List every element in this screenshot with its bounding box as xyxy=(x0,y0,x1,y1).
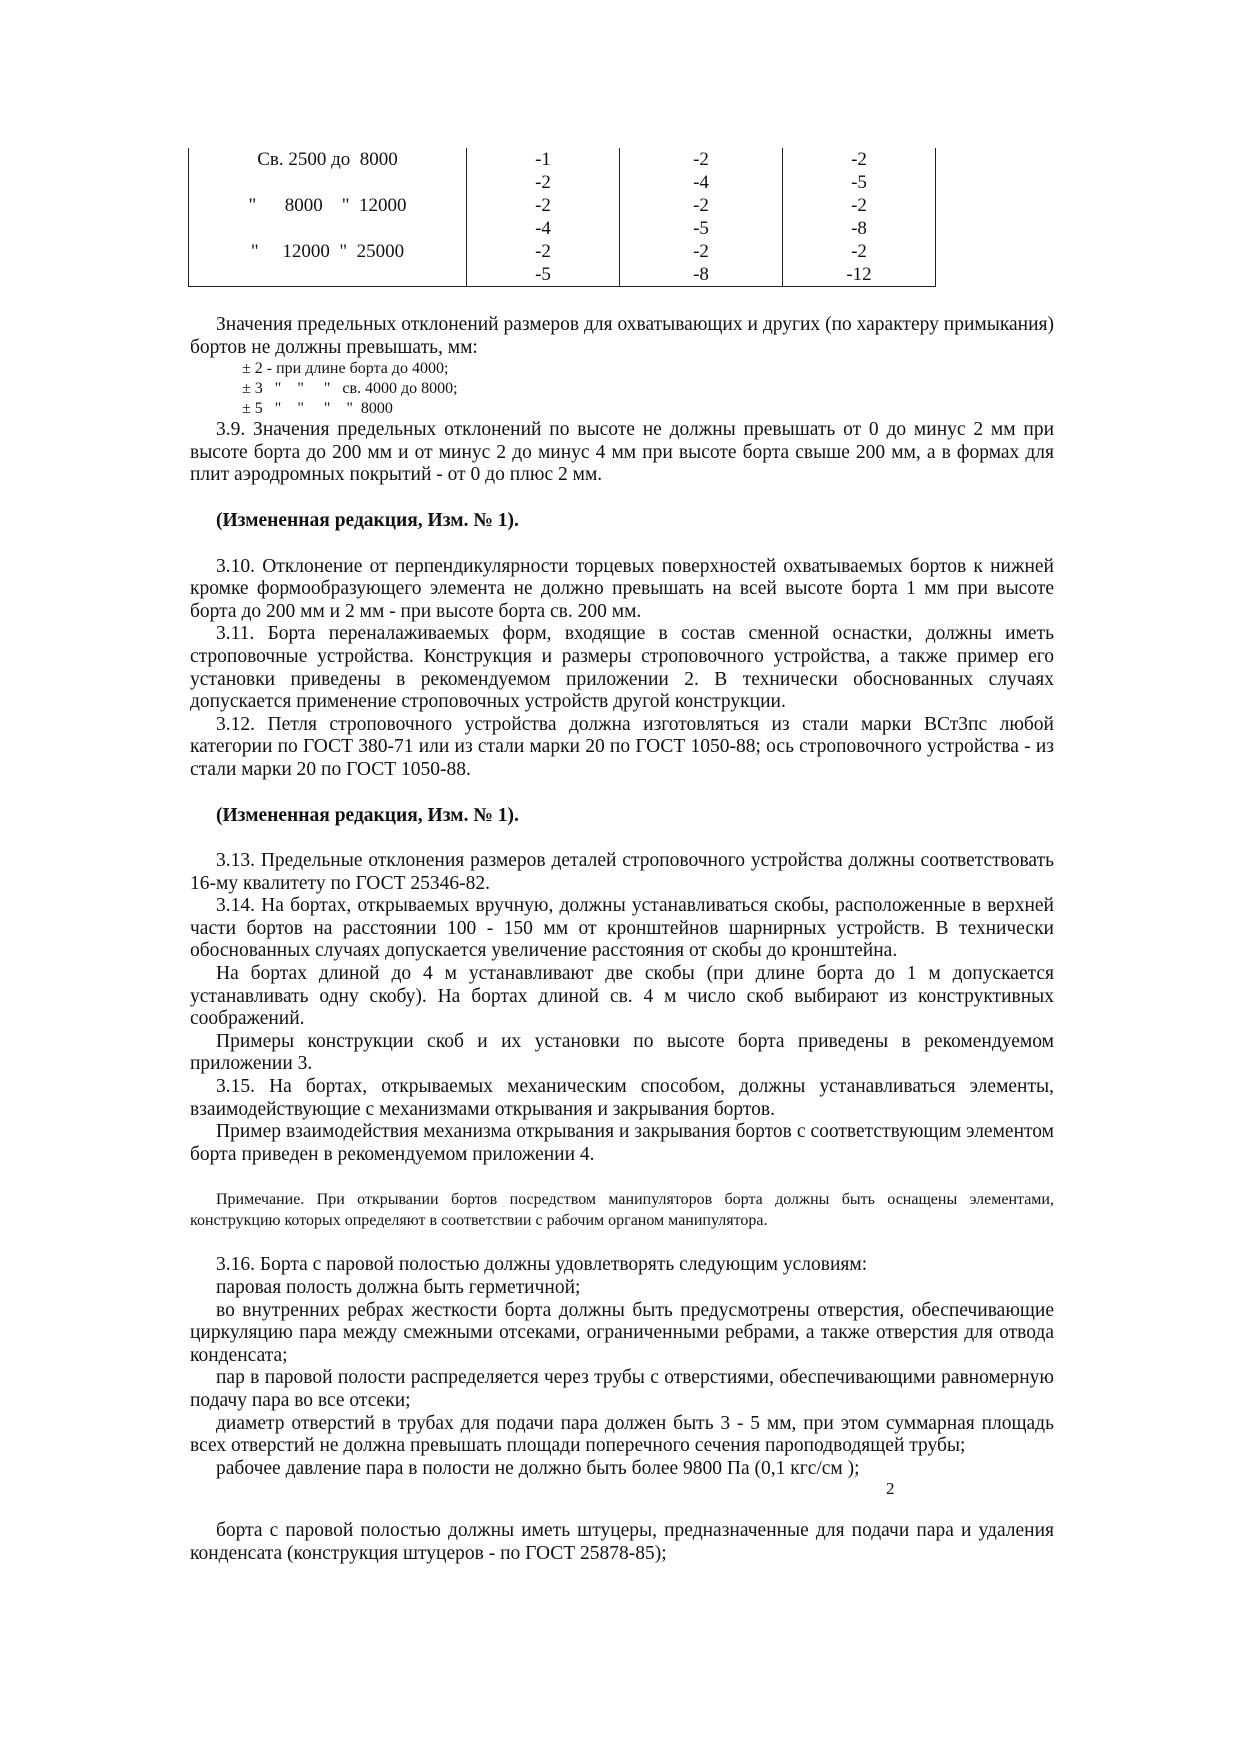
tolerance-line: ± 3 " " " св. 4000 до 8000; xyxy=(242,380,458,398)
paragraph-values: Значения предельных отклонений размеров для охватывающих и других (по характеру примыкания) бортов не должны превышать, мм: xyxy=(190,314,1054,358)
paragraph-3-11: 3.11. Борта переналаживаемых форм, входящие в состав сменной оснастки, должны иметь строповочные устройства. Конструкция и размеры строповочного устройства, а также пример его установки приведены в рекомендуемом приложении 2. В технически обоснованных случаях допускается применение строповочных устройств другой конструкции. xyxy=(190,623,1054,713)
tolerance-line: ± 5 " " " " 8000 xyxy=(242,400,393,418)
paragraph-length: На бортах длиной до 4 м устанавливают две скобы (при длине борта до 1 м допускается устанавливать одну скобу). На бортах длиной св. 4 м число скоб выбирают из конструктивных соображений. xyxy=(190,963,1054,1030)
paragraph-3-14: 3.14. На бортах, открываемых вручную, должны устанавливаться скобы, расположенные в верхней части бортов на расстоянии 100 - 150 мм от кронштейнов шарнирных устройств. В технически обоснованных случаях допускается увеличение расстояния от скобы до кронштейна. xyxy=(190,895,1054,962)
table-cell: -2 -8 xyxy=(783,194,936,240)
condition-item: рабочее давление пара в полости не должно быть более 9800 Па (0,1 кгс/см ); xyxy=(216,1457,860,1479)
paragraph-3-10: 3.10. Отклонение от перпендикулярности торцевых поверхностей охватываемых бортов к нижней кромке формообразующего элемента не должно превышать на всей высоте борта 1 мм при высоте борта до 200 мм и 2 мм - при высоте борта св. 200 мм. xyxy=(190,555,1054,622)
tolerance-table xyxy=(188,148,936,287)
edition-note: (Измененная редакция, Изм. № 1). xyxy=(216,804,519,826)
paragraph-3-9: 3.9. Значения предельных отклонений по высоте не должны превышать от 0 до минус 2 мм при высоте борта до 200 мм и от минус 2 до минус 4 мм при высоте борта свыше 200 мм, а в формах для плит аэродромных покрытий - от 0 до плюс 2 мм. xyxy=(190,419,1054,486)
paragraph-examples: Примеры конструкции скоб и их установки по высоте борта приведены в рекомендуемом приложении 3. xyxy=(190,1030,1054,1075)
superscript-2: 2 xyxy=(886,1479,895,1499)
table-cell-range: " 12000 " 25000 xyxy=(189,240,467,287)
note: Примечание. При открывании бортов посредством манипуляторов борта должны быть оснащены элементами, конструкцию которых определяют в соответствии с рабочим органом манипулятора. xyxy=(190,1191,1054,1230)
paragraph-3-13: 3.13. Предельные отклонения размеров деталей строповочного устройства должны соответствовать 16-му квалитету по ГОСТ 25346-82. xyxy=(190,850,1054,894)
edition-note: (Измененная редакция, Изм. № 1). xyxy=(216,509,519,531)
table-cell: -2 -5 xyxy=(467,240,620,287)
paragraph-example: Пример взаимодействия механизма открывания и закрывания бортов с соответствующим элементом борта приведен в рекомендуемом приложении 4. xyxy=(190,1121,1054,1165)
table-cell-range: Св. 2500 до 8000 xyxy=(189,148,467,194)
condition-item: диаметр отверстий в трубах для подачи пара должен быть 3 - 5 мм, при этом суммарная площадь всех отверстий не должна превышать площади поперечного сечения пароподводящей трубы; xyxy=(190,1412,1054,1457)
table-cell-range: " 8000 " 12000 xyxy=(189,194,467,240)
condition-item: борта с паровой полостью должны иметь штуцеры, предназначенные для подачи пара и удаления конденсата (конструкция штуцеров - по ГОСТ 25878-85); xyxy=(190,1520,1054,1564)
table-row xyxy=(189,194,936,240)
paragraph-3-15: 3.15. На бортах, открываемых механическим способом, должны устанавливаться элементы, взаимодействующие с механизмами открывания и закрывания бортов. xyxy=(190,1076,1054,1120)
table-row xyxy=(189,240,936,287)
table-cell: -1 -2 xyxy=(467,148,620,194)
table-cell: -2 -4 xyxy=(467,194,620,240)
condition-item: пар в паровой полости распределяется через трубы с отверстиями, обеспечивающими равномерную подачу пара во все отсеки; xyxy=(190,1367,1054,1411)
condition-item: во внутренних ребрах жесткости борта должны быть предусмотрены отверстия, обеспечивающие циркуляцию пара между смежными отсеками, ограниченными ребрами, а также отверстия для отвода конденсата; xyxy=(190,1299,1054,1366)
table-cell: -2 -5 xyxy=(620,194,783,240)
table-cell: -2 -12 xyxy=(783,240,936,287)
paragraph-3-12: 3.12. Петля строповочного устройства должна изготовляться из стали марки ВСт3пс любой категории по ГОСТ 380-71 или из стали марки 20 по ГОСТ 1050-88; ось строповочного устройства - из стали марки 20 по ГОСТ 1050-88. xyxy=(190,713,1054,780)
tolerance-line: ± 2 - при длине борта до 4000; xyxy=(242,360,449,378)
table-row xyxy=(189,148,936,194)
paragraph-3-16: 3.16. Борта с паровой полостью должны удовлетворять следующим условиям: xyxy=(216,1254,868,1276)
table-cell: -2 -8 xyxy=(620,240,783,287)
document-body xyxy=(190,314,1054,1566)
condition-item: паровая полость должна быть герметичной; xyxy=(216,1277,581,1298)
table-cell: -2 -4 xyxy=(620,148,783,194)
table-cell: -2 -5 xyxy=(783,148,936,194)
